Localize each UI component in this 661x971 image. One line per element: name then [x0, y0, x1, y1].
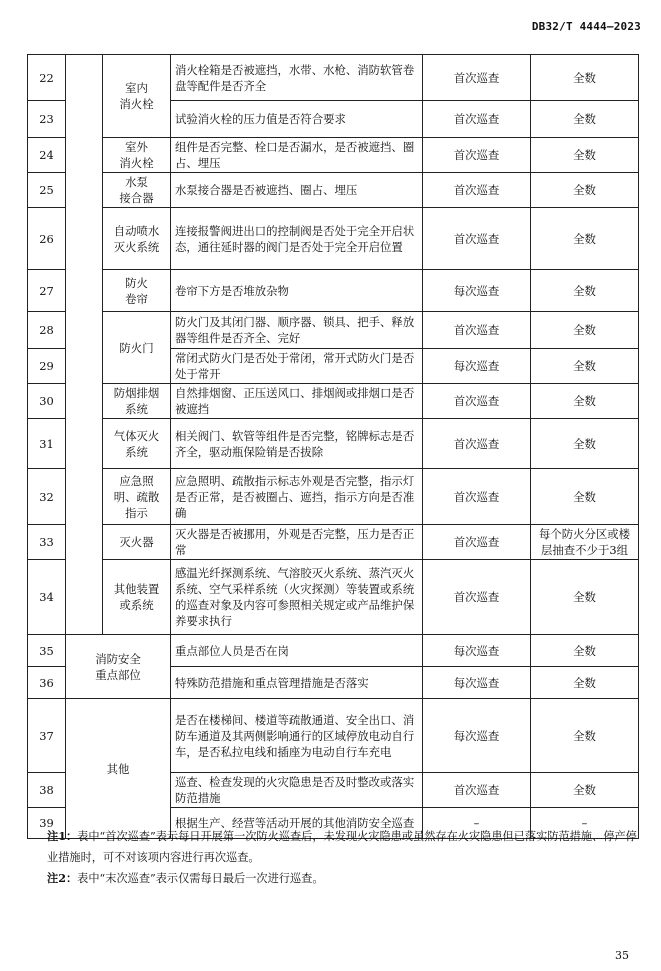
row-number: 29: [28, 349, 66, 384]
table-row: [28, 525, 639, 560]
inspection-frequency: 首次巡查: [423, 55, 531, 101]
inspection-frequency: 首次巡查: [423, 773, 531, 808]
category-extinguisher: 灭火器: [103, 525, 171, 560]
inspection-item: 应急照明、疏散指示标志外观是否完整，指示灯是否正常，是否被圈占、遮挡，指示方向是否准确: [171, 469, 423, 525]
inspection-item: 感温光纤探测系统、气溶胶灭火系统、蒸汽灭火系统、空气采样系统（火灾探测）等装置或系统的巡查对象及内容可参照相关规定或产品维护保养要求执行: [171, 560, 423, 635]
row-number: 28: [28, 312, 66, 349]
inspection-frequency: 每次巡查: [423, 699, 531, 773]
row-number: 36: [28, 667, 66, 699]
inspection-item: 水泵接合器是否被遮挡、圈占、埋压: [171, 173, 423, 208]
inspection-scope: 全数: [531, 699, 639, 773]
note-text: 表中“首次巡查”表示每日开展第一次防火巡查后，未发现火灾隐患或虽然存在火灾隐患但已落实防范措施、停产停业措施时，可不对该项内容进行再次巡查。: [47, 830, 637, 864]
row-number: 32: [28, 469, 66, 525]
table-row: [28, 469, 639, 525]
inspection-scope: 全数: [531, 635, 639, 667]
inspection-frequency: 每次巡查: [423, 635, 531, 667]
row-number: 34: [28, 560, 66, 635]
row-number: 38: [28, 773, 66, 808]
inspection-scope: 全数: [531, 419, 639, 469]
row-number: 31: [28, 419, 66, 469]
inspection-frequency: 首次巡查: [423, 560, 531, 635]
category-emergency-lighting: 应急照 明、疏散 指示: [103, 469, 171, 525]
category-outdoor-hydrant: 室外 消火栓: [103, 138, 171, 173]
inspection-frequency: 首次巡查: [423, 312, 531, 349]
row-number: 27: [28, 270, 66, 312]
category-fire-shutter: 防火 卷帘: [103, 270, 171, 312]
inspection-frequency: 每次巡查: [423, 667, 531, 699]
inspection-scope: 全数: [531, 560, 639, 635]
inspection-item: 重点部位人员是否在岗: [171, 635, 423, 667]
inspection-scope: 全数: [531, 312, 639, 349]
inspection-frequency: 首次巡查: [423, 525, 531, 560]
category-other-devices: 其他装置 或系统: [103, 560, 171, 635]
row-number: 22: [28, 55, 66, 101]
inspection-frequency: 首次巡查: [423, 101, 531, 138]
inspection-scope: 全数: [531, 101, 639, 138]
category-indoor-hydrant: 室内 消火栓: [103, 55, 171, 138]
note-label: 注2：: [47, 871, 78, 885]
note-1: [47, 826, 645, 868]
inspection-scope: 全数: [531, 469, 639, 525]
table-row: [28, 419, 639, 469]
note-text: 表中“末次巡查”表示仅需每日最后一次进行巡查。: [77, 872, 324, 885]
inspection-item: 是否在楼梯间、楼道等疏散通道、安全出口、消防车通道及其两侧影响通行的区域停放电动自行车，是否私拉电线和插座为电动自行车充电: [171, 699, 423, 773]
inspection-item: 根据生产、经营等活动开展的其他消防安全巡查: [171, 808, 423, 839]
inspection-item: 消火栓箱是否被遮挡，水带、水枪、消防软管卷盘等配件是否齐全: [171, 55, 423, 101]
category-gas-suppression: 气体灭火 系统: [103, 419, 171, 469]
table-row: [28, 560, 639, 635]
standard-code: DB32/T 4444—2023: [531, 20, 641, 33]
table-row: [28, 55, 639, 101]
row-number: 35: [28, 635, 66, 667]
inspection-item: 试验消火栓的压力值是否符合要求: [171, 101, 423, 138]
row-number: 33: [28, 525, 66, 560]
inspection-frequency: 首次巡查: [423, 138, 531, 173]
page-number: 35: [615, 949, 629, 962]
row-number: 37: [28, 699, 66, 773]
inspection-scope: 全数: [531, 138, 639, 173]
category-others: 其他: [66, 699, 171, 839]
table-row: [28, 699, 639, 773]
group-merged-cell: [66, 55, 103, 635]
row-number: 25: [28, 173, 66, 208]
category-fire-door: 防火门: [103, 312, 171, 384]
inspection-item: 连接报警阀进出口的控制阀是否处于完全开启状态，通往延时器的阀门是否处于完全开启位置: [171, 208, 423, 270]
inspection-scope: 全数: [531, 55, 639, 101]
table-row: [28, 173, 639, 208]
inspection-scope: 全数: [531, 773, 639, 808]
row-number: 26: [28, 208, 66, 270]
inspection-frequency: 每次巡查: [423, 349, 531, 384]
inspection-frequency: 首次巡查: [423, 419, 531, 469]
inspection-scope: 全数: [531, 384, 639, 419]
table-row: [28, 384, 639, 419]
note-2: [47, 868, 645, 889]
table-row: [28, 312, 639, 349]
inspection-frequency: 首次巡查: [423, 384, 531, 419]
inspection-item: 相关阀门、软管等组件是否完整，铭牌标志是否齐全，驱动瓶保险销是否拔除: [171, 419, 423, 469]
inspection-frequency: –: [423, 808, 531, 839]
inspection-item: 组件是否完整、栓口是否漏水，是否被遮挡、圈占、埋压: [171, 138, 423, 173]
inspection-table: [27, 54, 639, 839]
row-number: 24: [28, 138, 66, 173]
inspection-item: 卷帘下方是否堆放杂物: [171, 270, 423, 312]
inspection-item: 巡查、检查发现的火灾隐患是否及时整改或落实防范措施: [171, 773, 423, 808]
inspection-scope: 全数: [531, 208, 639, 270]
row-number: 30: [28, 384, 66, 419]
category-smoke-control: 防烟排烟 系统: [103, 384, 171, 419]
category-key-areas: 消防安全 重点部位: [66, 635, 171, 699]
table-notes: [47, 826, 645, 889]
table-row: [28, 270, 639, 312]
inspection-frequency: 首次巡查: [423, 469, 531, 525]
inspection-item: 常闭式防火门是否处于常闭，常开式防火门是否处于常开: [171, 349, 423, 384]
category-pump-adapter: 水泵 接合器: [103, 173, 171, 208]
inspection-scope: 全数: [531, 270, 639, 312]
inspection-item: 特殊防范措施和重点管理措施是否落实: [171, 667, 423, 699]
inspection-scope: 全数: [531, 349, 639, 384]
row-number: 39: [28, 808, 66, 839]
inspection-scope: 每个防火分区或楼层抽查不少于3组: [531, 525, 639, 560]
table-row: [28, 208, 639, 270]
note-label: 注1：: [47, 829, 78, 843]
inspection-item: 灭火器是否被挪用，外观是否完整，压力是否正常: [171, 525, 423, 560]
row-number: 23: [28, 101, 66, 138]
inspection-scope: 全数: [531, 667, 639, 699]
inspection-scope: 全数: [531, 173, 639, 208]
inspection-frequency: 每次巡查: [423, 270, 531, 312]
inspection-scope: –: [531, 808, 639, 839]
inspection-item: 自然排烟窗、正压送风口、排烟阀或排烟口是否被遮挡: [171, 384, 423, 419]
inspection-frequency: 首次巡查: [423, 208, 531, 270]
inspection-frequency: 首次巡查: [423, 173, 531, 208]
inspection-item: 防火门及其闭门器、顺序器、锁具、把手、释放器等组件是否齐全、完好: [171, 312, 423, 349]
table-row: [28, 635, 639, 667]
table-row: [28, 138, 639, 173]
category-sprinkler: 自动喷水 灭火系统: [103, 208, 171, 270]
